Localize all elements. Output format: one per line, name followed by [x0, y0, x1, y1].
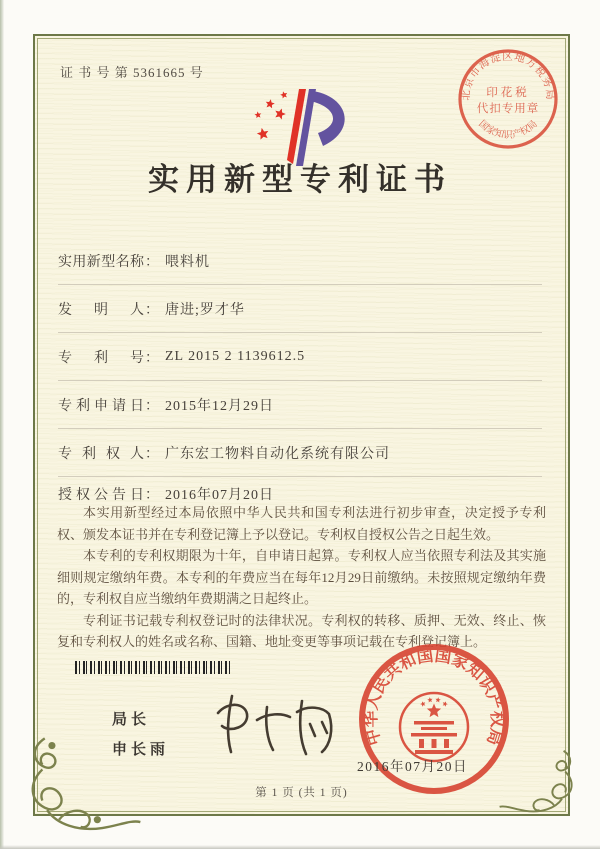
national-ip-office-seal — [352, 637, 516, 801]
field-colon: ： — [145, 302, 159, 318]
field-colon: ： — [145, 398, 159, 414]
seal-arc-text: 中华人民共和国国家知识产权局 — [361, 645, 507, 748]
legal-paragraph: 专利证书记载专利权登记时的法律状况。专利权的转移、质押、无效、终止、恢复和专利权人的姓名或名称、国籍、地址变更等事项记载在专利登记簿上。 — [57, 612, 546, 649]
signer-name: 申长雨 — [112, 741, 170, 758]
legal-text — [57, 502, 546, 653]
scan-edge — [0, 845, 600, 849]
field-label: 发明人 — [58, 302, 144, 318]
field-rows — [58, 237, 542, 511]
legal-paragraph: 本实用新型经过本局依照中华人民共和国专利法进行初步审查，决定授予专利权、颁发本证书并在专利登记簿上予以登记。专利权自授权公告之日起生效。 — [57, 505, 546, 542]
field-value: 2016年07月20日 — [165, 488, 274, 503]
field-row-patent-number — [58, 333, 542, 381]
field-value: ZL 2015 2 1139612.5 — [165, 348, 306, 364]
logo-stars — [254, 90, 288, 140]
field-value: 唐进;罗才华 — [165, 302, 245, 318]
field-row-inventors — [58, 285, 542, 333]
tax-stamp-seal — [452, 43, 564, 155]
seal-date: 2016年07月20日 — [357, 759, 468, 774]
page-number: 第 1 页 (共 1 页) — [255, 787, 348, 799]
field-row-name — [58, 237, 542, 285]
field-label: 专利权人 — [58, 446, 144, 462]
field-colon: ： — [145, 446, 159, 462]
field-row-patentee — [58, 429, 542, 477]
tax-stamp-arc-bottom-text: 国家知识产权局 — [476, 119, 540, 141]
field-value: 广东宏工物料自动化系统有限公司 — [165, 446, 390, 462]
field-colon: ： — [145, 254, 159, 270]
field-label: 专利申请日 — [58, 398, 144, 414]
field-colon: ： — [145, 350, 159, 366]
field-label: 专利号 — [58, 350, 144, 366]
tax-stamp-line2: 代扣专用章 — [476, 103, 540, 115]
field-value: 喂料机 — [165, 254, 210, 270]
field-colon: ： — [145, 488, 159, 503]
field-label: 实用新型名称 — [58, 254, 144, 270]
national-emblem — [400, 693, 468, 761]
director-signature — [210, 686, 345, 764]
barcode — [75, 661, 233, 674]
field-value: 2015年12月29日 — [165, 398, 274, 414]
svg-text:中华人民共和国国家知识产权局 — [360, 646, 508, 748]
field-row-filing-date — [58, 381, 542, 429]
certificate-number: 证 书 号 第 5361665 号 — [60, 65, 204, 80]
tax-stamp-arc-top-text: 北京市海淀区地方税务局 — [460, 51, 556, 102]
field-label: 授权公告日 — [58, 488, 144, 503]
certificate-title: 实用新型专利证书 — [148, 162, 452, 197]
svg-text:国家知识产权局 — [476, 118, 539, 140]
scan-edge — [0, 0, 4, 849]
signer-title: 局长 — [112, 711, 151, 728]
tax-stamp-line1: 印花税 — [486, 87, 530, 99]
legal-paragraph: 本专利的专利权期限为十年，自申请日起算。专利权人应当依照专利法及其实施细则规定缴纳年费。本专利的年费应当在每年12月29日前缴纳。未按照规定缴纳年费的，专利权自应当缴纳年费期满之日起终止。 — [57, 548, 546, 606]
